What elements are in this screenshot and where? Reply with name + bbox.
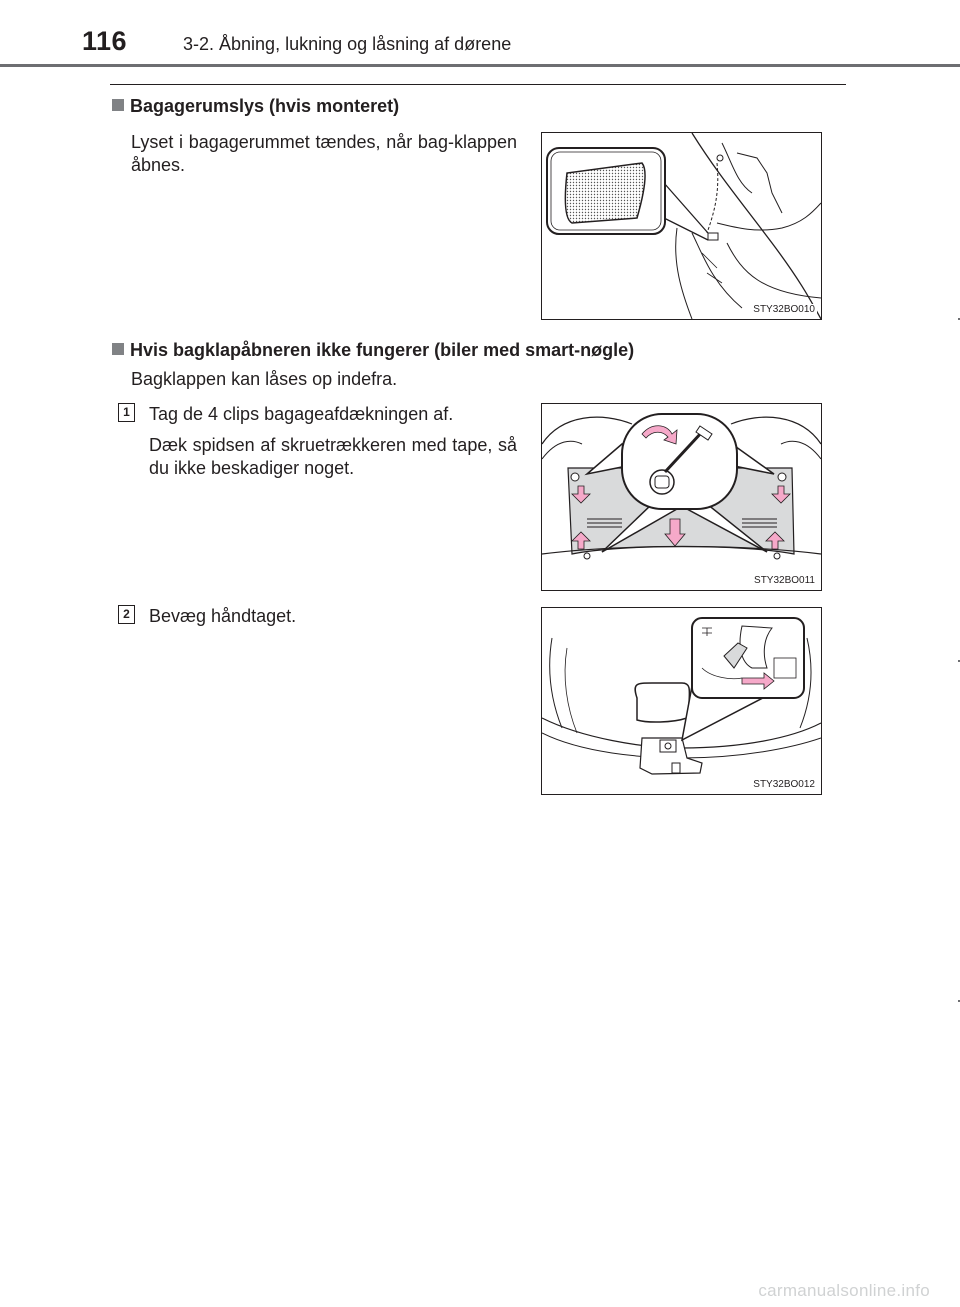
figure-move-lever xyxy=(541,607,822,795)
figure-luggage-light xyxy=(541,132,822,320)
step1-text: Tag de 4 clips bagageafdækningen af. xyxy=(149,404,454,424)
move-lever-illustration xyxy=(542,608,821,794)
step-number-badge: 1 xyxy=(118,403,135,422)
remove-clips-illustration xyxy=(542,404,821,590)
step1-note: Dæk spidsen af skruetrækkeren med tape, så du ikke beskadiger noget. xyxy=(149,435,517,478)
section-rule xyxy=(110,84,846,85)
heading-text: Bagagerumslys (hvis monteret) xyxy=(130,96,400,116)
figure-code: STY32BO010 xyxy=(753,304,815,315)
figure-code: STY32BO012 xyxy=(753,779,815,790)
chapter-title: 3-2. Åbning, lukning og låsning af dørene xyxy=(183,34,512,54)
section-heading-backdoor-opener xyxy=(112,340,634,361)
heading-square-icon xyxy=(112,99,124,111)
heading-text: Hvis bagklapåbneren ikke fungerer (biler med smart-nøgle) xyxy=(130,340,635,360)
figure-code: STY32BO011 xyxy=(754,575,815,586)
heading-square-icon xyxy=(112,343,124,355)
luggage-light-illustration xyxy=(542,133,821,319)
figure-remove-clips xyxy=(541,403,822,591)
section-heading-luggage-light xyxy=(112,96,399,117)
page-number: 116 xyxy=(82,26,128,56)
step2-text: Bevæg håndtaget. xyxy=(149,606,297,626)
header-rule xyxy=(0,64,960,67)
footer-brand: carmanualsonline.info xyxy=(758,1281,930,1300)
section1-text: Lyset i bagagerummet tændes, når bag-klappen åbnes. xyxy=(131,132,517,175)
section2-intro: Bagklappen kan låses op indefra. xyxy=(131,369,398,389)
step-number-badge: 2 xyxy=(118,605,135,624)
